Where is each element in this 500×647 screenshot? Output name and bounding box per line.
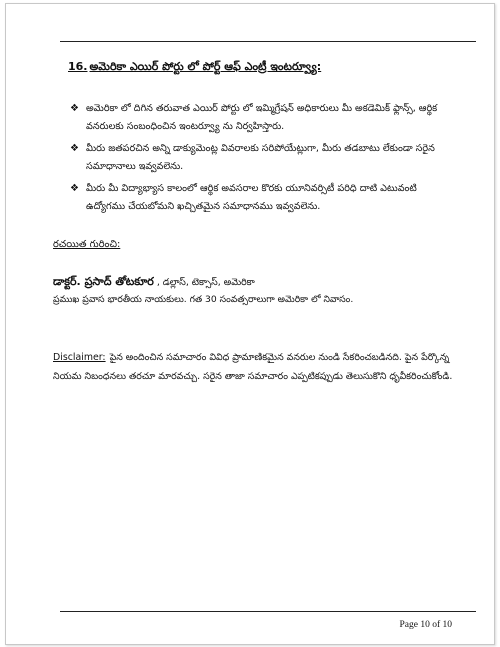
disclaimer-text: పైన అందించిన సమాచారం వివిధ ప్రామాణికమైన వనరుల నుండి సేకరించబడినది. పైన పేర్కొన్న xyxy=(109,352,450,363)
footer-rule xyxy=(60,611,476,612)
bullet-line: వనరులకు సంబంధించిన ఇంటర్వ్యూ ను నిర్వహిస్తారు. xyxy=(86,121,285,132)
section-number: 16. xyxy=(68,60,88,73)
author-section-label: రచయిత గురించి: xyxy=(53,239,121,250)
list-item xyxy=(70,180,470,216)
section-heading xyxy=(68,60,321,76)
bullet-line: సమాధానాలు ఇవ్వవలెను. xyxy=(86,161,184,172)
list-item xyxy=(70,140,470,176)
section-title: అమెరికా ఎయిర్ పోర్టు లో పోర్ట్ ఆఫ్ ఎంట్రీ ఇంటర్వ్యూ: xyxy=(89,60,322,73)
diamond-bullet-icon: ❖ xyxy=(70,143,79,154)
author-name: డాక్టర్. ప్రసాద్ తోటకూర xyxy=(53,275,154,288)
disclaimer-line: నియమ నిబంధనలు తరచూ మారవచ్చు. సరైన తాజా సమాచారం ఎప్పటికప్పుడు తెలుసుకొని ధృవీకరించుకోండి. xyxy=(53,371,453,382)
document-page xyxy=(5,3,495,645)
header-rule xyxy=(60,41,476,42)
author-line xyxy=(53,275,255,291)
bullet-line: మీరు జతపరచిన అన్ని డాక్యుమెంట్ల వివరాలకు సరిపోయేట్లుగా, మీరు తడబాటు లేకుండా సరైన xyxy=(86,143,435,154)
author-location: , డల్లాస్, టెక్సాస్, అమెరికా xyxy=(156,277,255,288)
bullet-line: ఉద్యోగము చేయబోమని ఖచ్చితమైన సమాధానము ఇవ్వవలెను. xyxy=(86,201,321,212)
diamond-bullet-icon: ❖ xyxy=(70,103,79,114)
disclaimer-line xyxy=(53,348,473,367)
list-item xyxy=(70,100,470,136)
author-description: ప్రముఖ ప్రవాస భారతీయ నాయకులు. గత 30 సంవత్సరాలుగా అమెరికా లో నివాసం. xyxy=(53,294,354,305)
bullet-line: అమెరికా లో దిగిన తరువాత ఎయిర్ పోర్టు లో ఇమ్మిగ్రేషన్ అధికారులు మీ అకడెమిక్ ఫ్లాన్స్, ఆర్థిక xyxy=(86,103,438,114)
diamond-bullet-icon: ❖ xyxy=(70,183,79,194)
bullet-list xyxy=(70,100,470,220)
disclaimer xyxy=(53,348,473,386)
disclaimer-label: Disclaimer: xyxy=(53,352,106,363)
bullet-line: మీరు మీ విద్యాభ్యాస కాలంలో ఆర్థిక అవసరాల కొరకు యూనివర్సిటీ పరిధి దాటి ఎటువంటి xyxy=(86,183,417,194)
page-number: Page 10 of 10 xyxy=(399,620,452,630)
